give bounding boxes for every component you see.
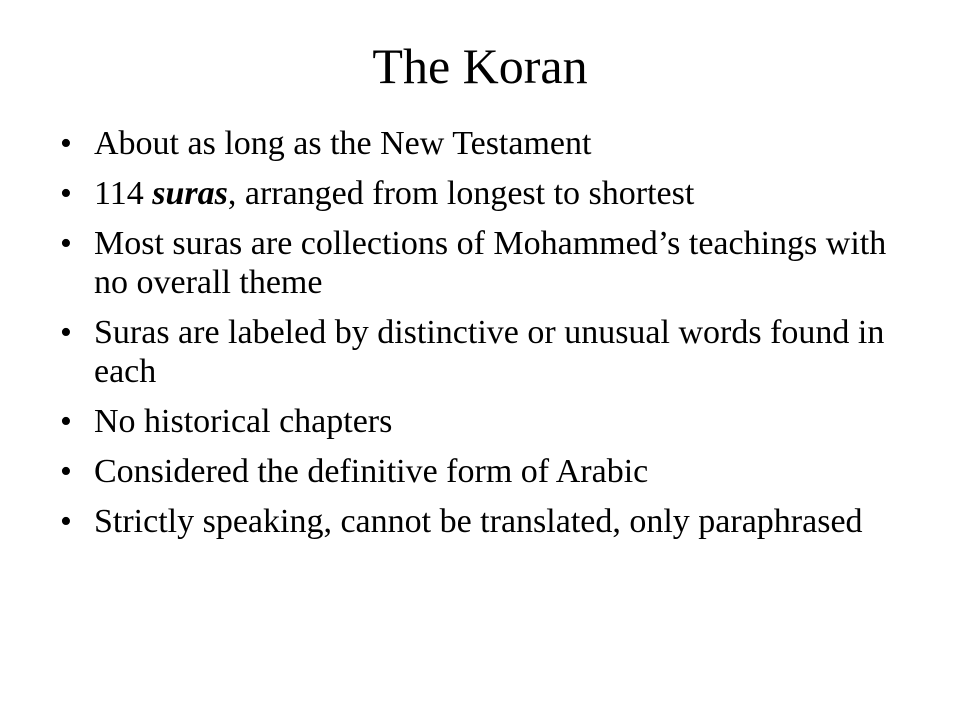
bullet-dot-icon: •: [60, 175, 72, 212]
bullet-dot-icon: •: [60, 503, 72, 540]
slide-title: The Koran: [372, 38, 588, 94]
bullet-item: [60, 452, 920, 491]
bullet-item: [60, 224, 920, 302]
bullet-dot-icon: •: [60, 125, 72, 162]
bullet-text: Considered the definitive form of Arabic: [94, 453, 649, 490]
bullet-item: [60, 313, 920, 391]
bullet-prefix: 114: [94, 175, 153, 212]
bullet-item: [60, 124, 920, 163]
bullet-list: [60, 124, 920, 552]
bullet-item: [60, 502, 920, 541]
bullet-dot-icon: •: [60, 403, 72, 440]
bullet-suffix: , arranged from longest to shortest: [227, 175, 695, 212]
bullet-text: No historical chapters: [94, 403, 393, 440]
bullet-text: About as long as the New Testament: [94, 125, 592, 162]
bullet-dot-icon: •: [60, 453, 72, 490]
bullet-dot-icon: •: [60, 225, 72, 262]
bullet-emphasis: suras: [152, 175, 228, 212]
bullet-item: [60, 174, 920, 213]
bullet-text: Suras are labeled by distinctive or unusual words found in each: [94, 314, 885, 390]
bullet-text: Strictly speaking, cannot be translated, only paraphrased: [94, 503, 863, 540]
bullet-text: Most suras are collections of Mohammed’s teachings with no overall theme: [94, 225, 887, 301]
bullet-dot-icon: •: [60, 314, 72, 351]
bullet-item: [60, 402, 920, 441]
bullet-text: [94, 175, 694, 212]
